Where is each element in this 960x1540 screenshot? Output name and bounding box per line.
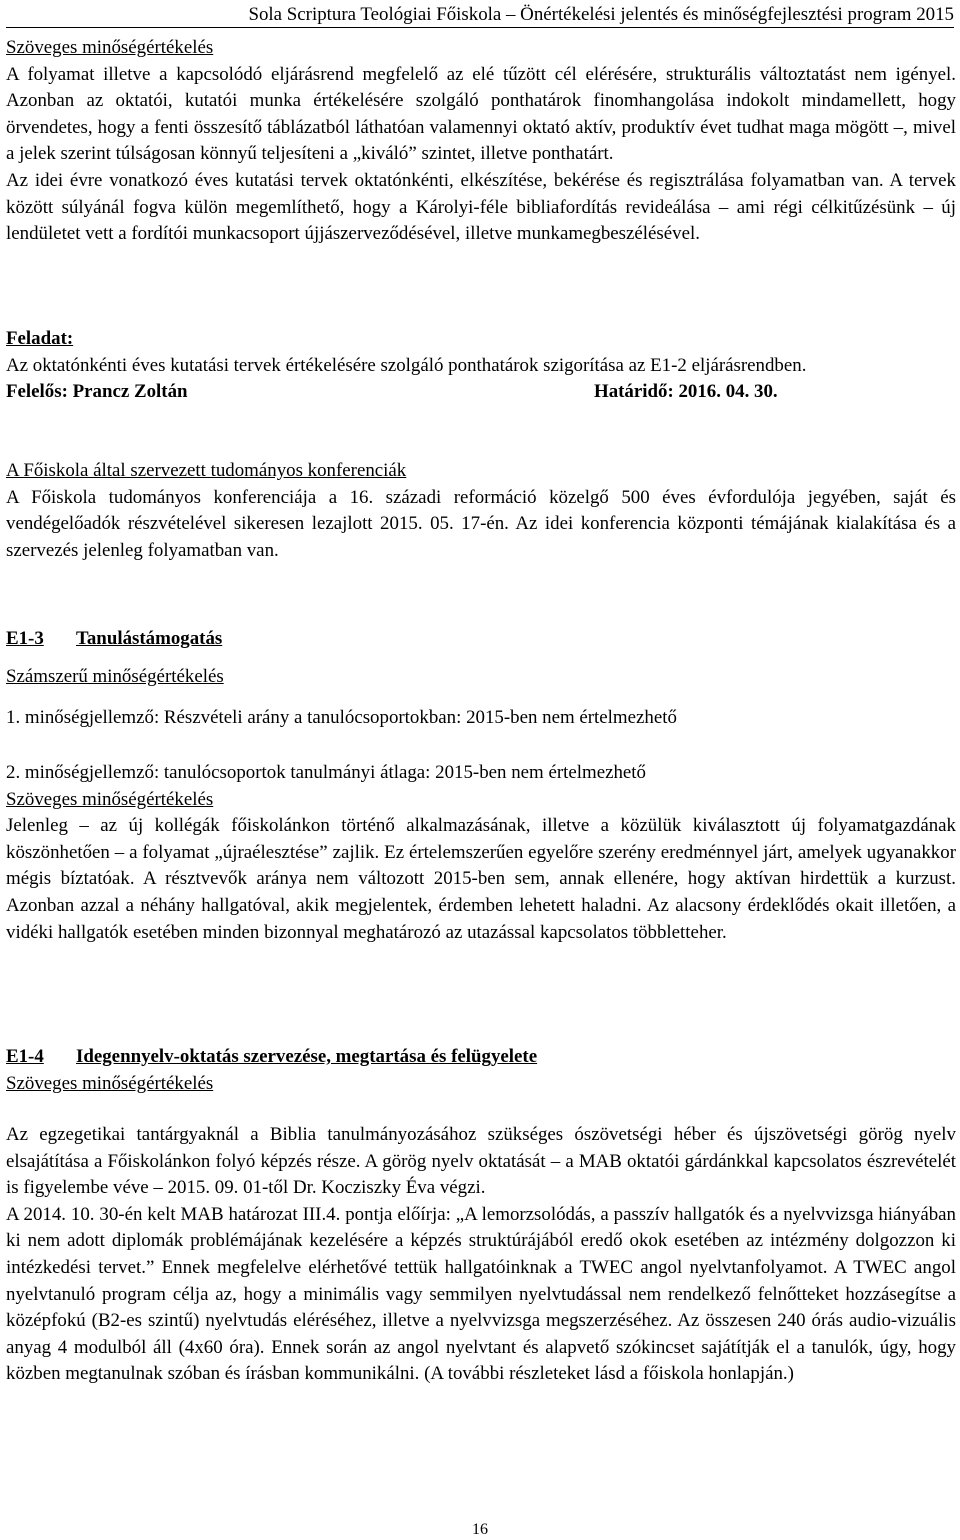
conference-block [6, 458, 956, 564]
task-label: Feladat: [6, 328, 74, 349]
section-name: Tanulástámogatás [76, 628, 223, 649]
quality-item-1-wrap [6, 705, 956, 732]
quant-heading-wrap [6, 664, 956, 691]
conference-heading: A Főiskola által szervezett tudományos konferenciák [6, 460, 407, 481]
section-e1-3 [6, 626, 956, 653]
section-heading: Szöveges minőségértékelés [6, 37, 214, 58]
section-title [6, 626, 956, 653]
conference-text: A Főiskola tudományos konferenciája a 16. századi reformáció közelgő 500 éves évfordulója jegyében, saját és vendégelőadók részvételével sikeresen lezajlott 2015. 05. 17-én. Az idei konferencia központi témájának kialakítása és a szervezés jelenleg folyamatban van. [6, 486, 956, 561]
e1-4-text-block [6, 1122, 956, 1388]
quality-item-2: 2. minőségjellemző: tanulócsoportok tanulmányi átlaga: 2015-ben nem értelmezhető [6, 762, 646, 783]
section-title [6, 1044, 956, 1071]
responsible: Felelős: Prancz Zoltán [6, 381, 188, 403]
paragraph: A 2014. 10. 30-én kelt MAB határozat III.4. pontja előírja: „A lemorzsolódás, a passzív hallgatók és a nyelvvizsga hiányában ki nem adott diplomák problémájának kezelésére a képzés struktúrájából eredő okok esetében az intézmény dolgozzon ki intézkedési tervet.” Ennek megfelelve elérhetővé tettük hallgatóinknak a TWEC angol nyelvtanfolyamot. A TWEC angol nyelvtanuló program célja az, hogy a minimális vagy semmilyen nyelvtudással nem rendelkező felnőtteket hozzásegítse a középfokú (B2-es szintű) nyelvtudás eléréséhez, illetve a nyelvvizsga megszerzéséhez. Az összesen 240 órás audio-vizuális anyag 4 modulból áll (4x60 óra). Ennek során az angol nyelvtant és alapvető szókincset sajátítják el a tanulók, úgy, hogy közben megtanulnak szóban és írásban kommunikálni. (A további részleteket lásd a főiskola honlapján.) [6, 1203, 956, 1385]
quality-item-1: 1. minőségjellemző: Részvételi arány a tanulócsoportokban: 2015-ben nem értelmezhető [6, 707, 677, 728]
section-number: E1-4 [6, 1046, 44, 1067]
e1-3-text-block [6, 760, 956, 946]
quality-evaluation-block [6, 35, 956, 248]
deadline: Határidő: 2016. 04. 30. [594, 381, 778, 403]
e1-3-text: Jelenleg – az új kollégák főiskolánkon történő alkalmazásának, illetve a közülük kiválasztott új folyamatgazdának köszönhetően – a folyamat „újraélesztése” zajlik. Ez értelemszerűen egyelőre szerény eredménnyel járt, amelyek ugyanakkor mégis bíztatóak. A résztvevők aránya nem változott 2015-ben sem, annak ellenére, hogy aktívan hirdettük a kurzust. Azonban azzal a néhány hallgatóval, akik megjelentek, érdemben lehetett haladni. Az alacsony érdeklődés okait illetően, a vidéki hallgatók esetében minden bizonnyal meghatározó az utazással kapcsolatos többletteher. [6, 815, 956, 943]
page-number: 16 [472, 1521, 488, 1538]
paragraph: Az egzegetikai tantárgyaknál a Biblia tanulmányozásához szükséges ószövetségi héber és újszövetségi görög nyelv elsajátítása a Főiskolánkon folyó képzés része. A görög nyelv oktatását – a MAB oktatói gárdánkkal kapcsolatos észrevételét is figyelembe véve – 2015. 09. 01-től Dr. Kocziszky Éva végzi. [6, 1124, 956, 1199]
section-name: Idegennyelv-oktatás szervezése, megtartása és felügyelete [76, 1046, 538, 1067]
task-block [6, 326, 956, 406]
paragraph: Az idei évre vonatkozó éves kutatási tervek oktatónkénti, elkészítése, bekérése és regisztrálása folyamatban van. A tervek között súlyánál fogva külön megemlíthető, hogy a Károlyi-féle bibliafordítás revideálása – ami régi célkitűzésünk – új lendületet vett a fordítói munkacsoport újjászerveződésével, illetve munkamegbeszélésével. [6, 169, 956, 245]
text-eval-heading: Szöveges minőségértékelés [6, 788, 214, 810]
section-number: E1-3 [6, 628, 44, 649]
text-eval-heading: Szöveges minőségértékelés [6, 1072, 214, 1094]
quant-heading: Számszerű minőségértékelés [6, 666, 224, 687]
responsible-deadline-row [6, 379, 956, 406]
section-e1-4 [6, 1044, 956, 1097]
paragraph: A folyamat illetve a kapcsolódó eljárásrend megfelelő az elé tűzött cél elérésére, strukturális változtatást nem igényel. Azonban az oktatói, kutatói munka értékelésére szolgáló ponthatárok finomhangolása indokolt mindamellett, hogy örvendetes, hogy a fenti összesítő táblázatból láthatóan valamennyi oktató aktív, produktív évet tudhat maga mögött –, mivel a jelek szerint túlságosan könnyű teljesíteni a „kiváló” szintet, illetve ponthatárt. [6, 63, 956, 165]
running-header: Sola Scriptura Teológiai Főiskola – Önértékelési jelentés és minőségfejlesztési program 2015 [6, 3, 954, 28]
task-text: Az oktatónkénti éves kutatási tervek értékelésére szolgáló ponthatárok szigorítása az E1-2 eljárásrendben. [6, 354, 807, 376]
